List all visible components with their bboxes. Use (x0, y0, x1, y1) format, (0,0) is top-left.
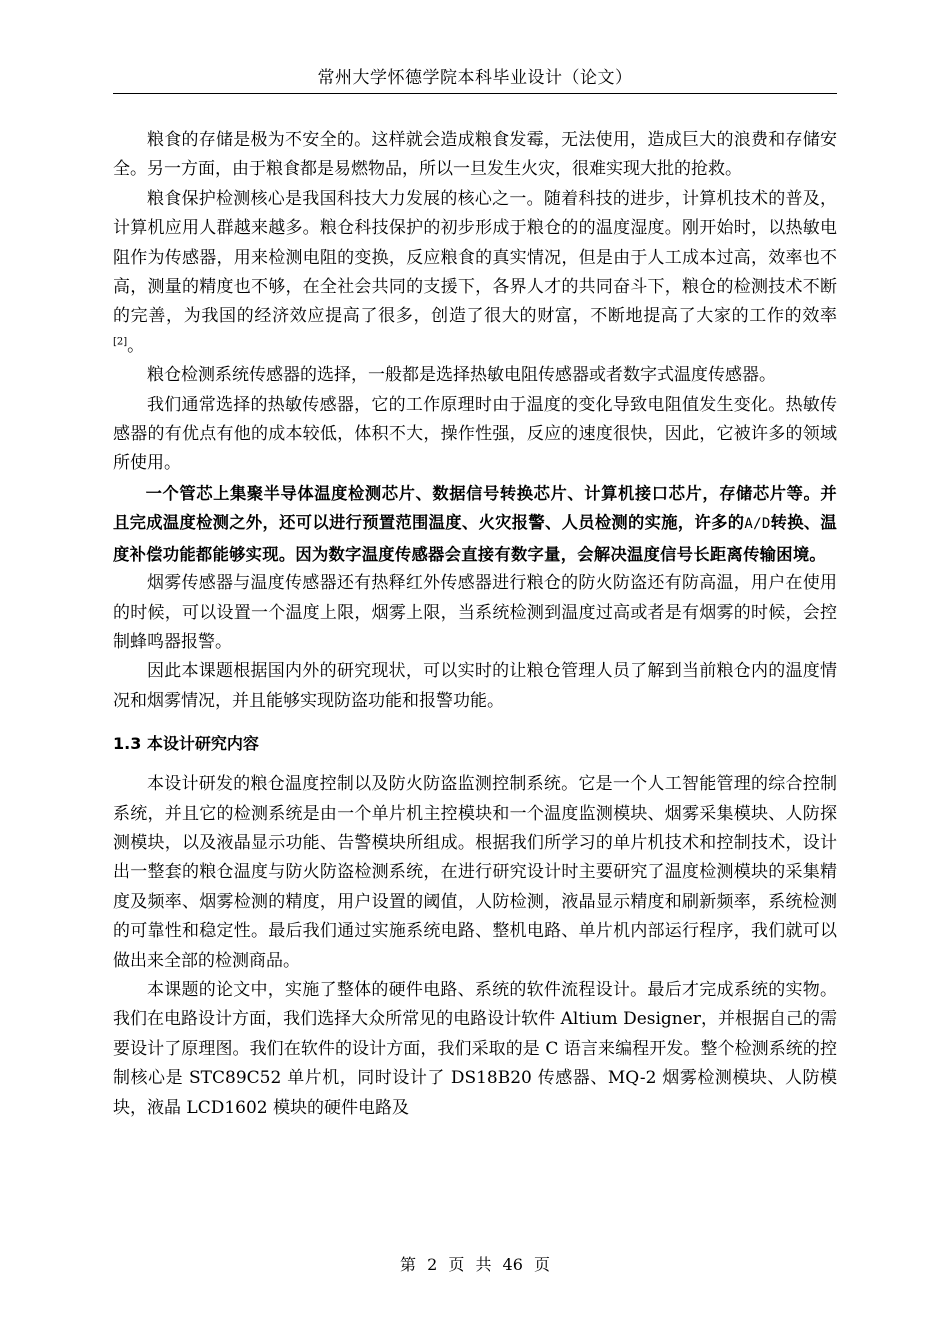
header-divider (113, 93, 837, 94)
paragraph-implementation: 本课题的论文中，实施了整体的硬件电路、系统的软件流程设计。最后才完成系统的实物。我们在电路设计方面，我们选择大众所常见的电路设计软件 Altium Designer，并根据自己的需要设计了原理图。我们在软件的设计方面，我们采取的是 C 语言来编程开发。整个检测系统的控制核心是 STC89C52 单片机，同时设计了 DS18B20 传感器、MQ-2 烟雾检测模块、人防模块，液晶 LCD1602 模块的硬件电路及 (113, 979, 837, 1118)
bold-text-part1: 一个管芯上集聚半导体温度检测芯片、数据信号转换芯片、计算机接口芯片，存储芯片等。并且完成温度检测之外，还可以进行预置范围温度、火灾报警、人员检测的实施，许多的 (113, 483, 837, 533)
page-header-title: 常州大学怀德学院本科毕业设计（论文） (317, 68, 633, 88)
bold-text-ad: A/D (744, 516, 771, 533)
section-heading: 1.3 本设计研究内容 (113, 734, 259, 754)
paragraph-digital-sensor (113, 479, 837, 569)
citation-ref: [2] (113, 336, 128, 348)
paragraph-smoke-sensor: 烟雾传感器与温度传感器还有热释红外传感器进行粮仓的防火防盗还有防高温，用户在使用的时候，可以设置一个温度上限，烟雾上限，当系统检测到温度过高或者是有烟雾的时候，会控制蜂鸣器报警。 (113, 573, 837, 652)
paragraph-design-overview: 本设计研发的粮仓温度控制以及防火防盗监测控制系统。它是一个人工智能管理的综合控制系统，并且它的检测系统是由一个单片机主控模块和一个温度监测模块、烟雾采集模块、人防探测模块，以及液晶显示功能、告警模块所组成。根据我们所学习的单片机技术和控制技术，设计出一整套的粮仓温度与防火防盗检测系统，在进行研究设计时主要研究了温度检测模块的采集精度及频率、烟雾检测的精度，用户设置的阈值，人防检测，液晶显示精度和刷新频率，系统检测的可靠性和稳定性。最后我们通过实施系统电路、整机电路、单片机内部运行程序，我们就可以做出来全部的检测商品。 (113, 774, 837, 971)
page-footer-number: 第 2 页 共 46 页 (400, 1255, 550, 1274)
bold-text-part2: 转换、温度补偿功能都能够实现。因为数字温度传感器会直接有数字量，会解决温度信号长距离传输困境。 (113, 513, 838, 564)
paragraph-research-status: 因此本课题根据国内外的研究现状，可以实时的让粮仓管理人员了解到当前粮仓内的温度情况和烟雾情况，并且能够实现防盗功能和报警功能。 (113, 661, 837, 711)
paragraph-text: 粮食保护检测核心是我国科技大力发展的核心之一。随着科技的进步，计算机技术的普及，计算机应用人群越来越多。粮仓科技保护的初步形成于粮仓的的温度湿度。刚开始时，以热敏电阻作为传感器，用来检测电阻的变换，反应粮食的真实情况，但是由于人工成本过高，效率也不高，测量的精度也不够，在全社会共同的支援下，各界人才的共同奋斗下，粮仓的检测技术不断的完善，为我国的经济效应提高了很多，创造了很大的财富，不断地提高了大家的工作的效率 (113, 188, 837, 327)
paragraph-tail: 。 (127, 335, 145, 356)
paragraph-sensor-selection: 粮仓检测系统传感器的选择，一般都是选择热敏电阻传感器或者数字式温度传感器。 (147, 365, 776, 386)
paragraph-detection-history (113, 185, 837, 361)
document-body (113, 126, 837, 1123)
paragraph-storage-safety: 粮食的存储是极为不安全的。这样就会造成粮食发霉，无法使用，造成巨大的浪费和存储安全。另一方面，由于粮食都是易燃物品，所以一旦发生火灾，很难实现大批的抢救。 (113, 130, 837, 180)
paragraph-thermistor: 我们通常选择的热敏传感器，它的工作原理时由于温度的变化导致电阻值发生变化。热敏传感器的有优点有他的成本较低，体积不大，操作性强，反应的速度很快，因此，它被许多的领域所使用。 (113, 394, 837, 474)
